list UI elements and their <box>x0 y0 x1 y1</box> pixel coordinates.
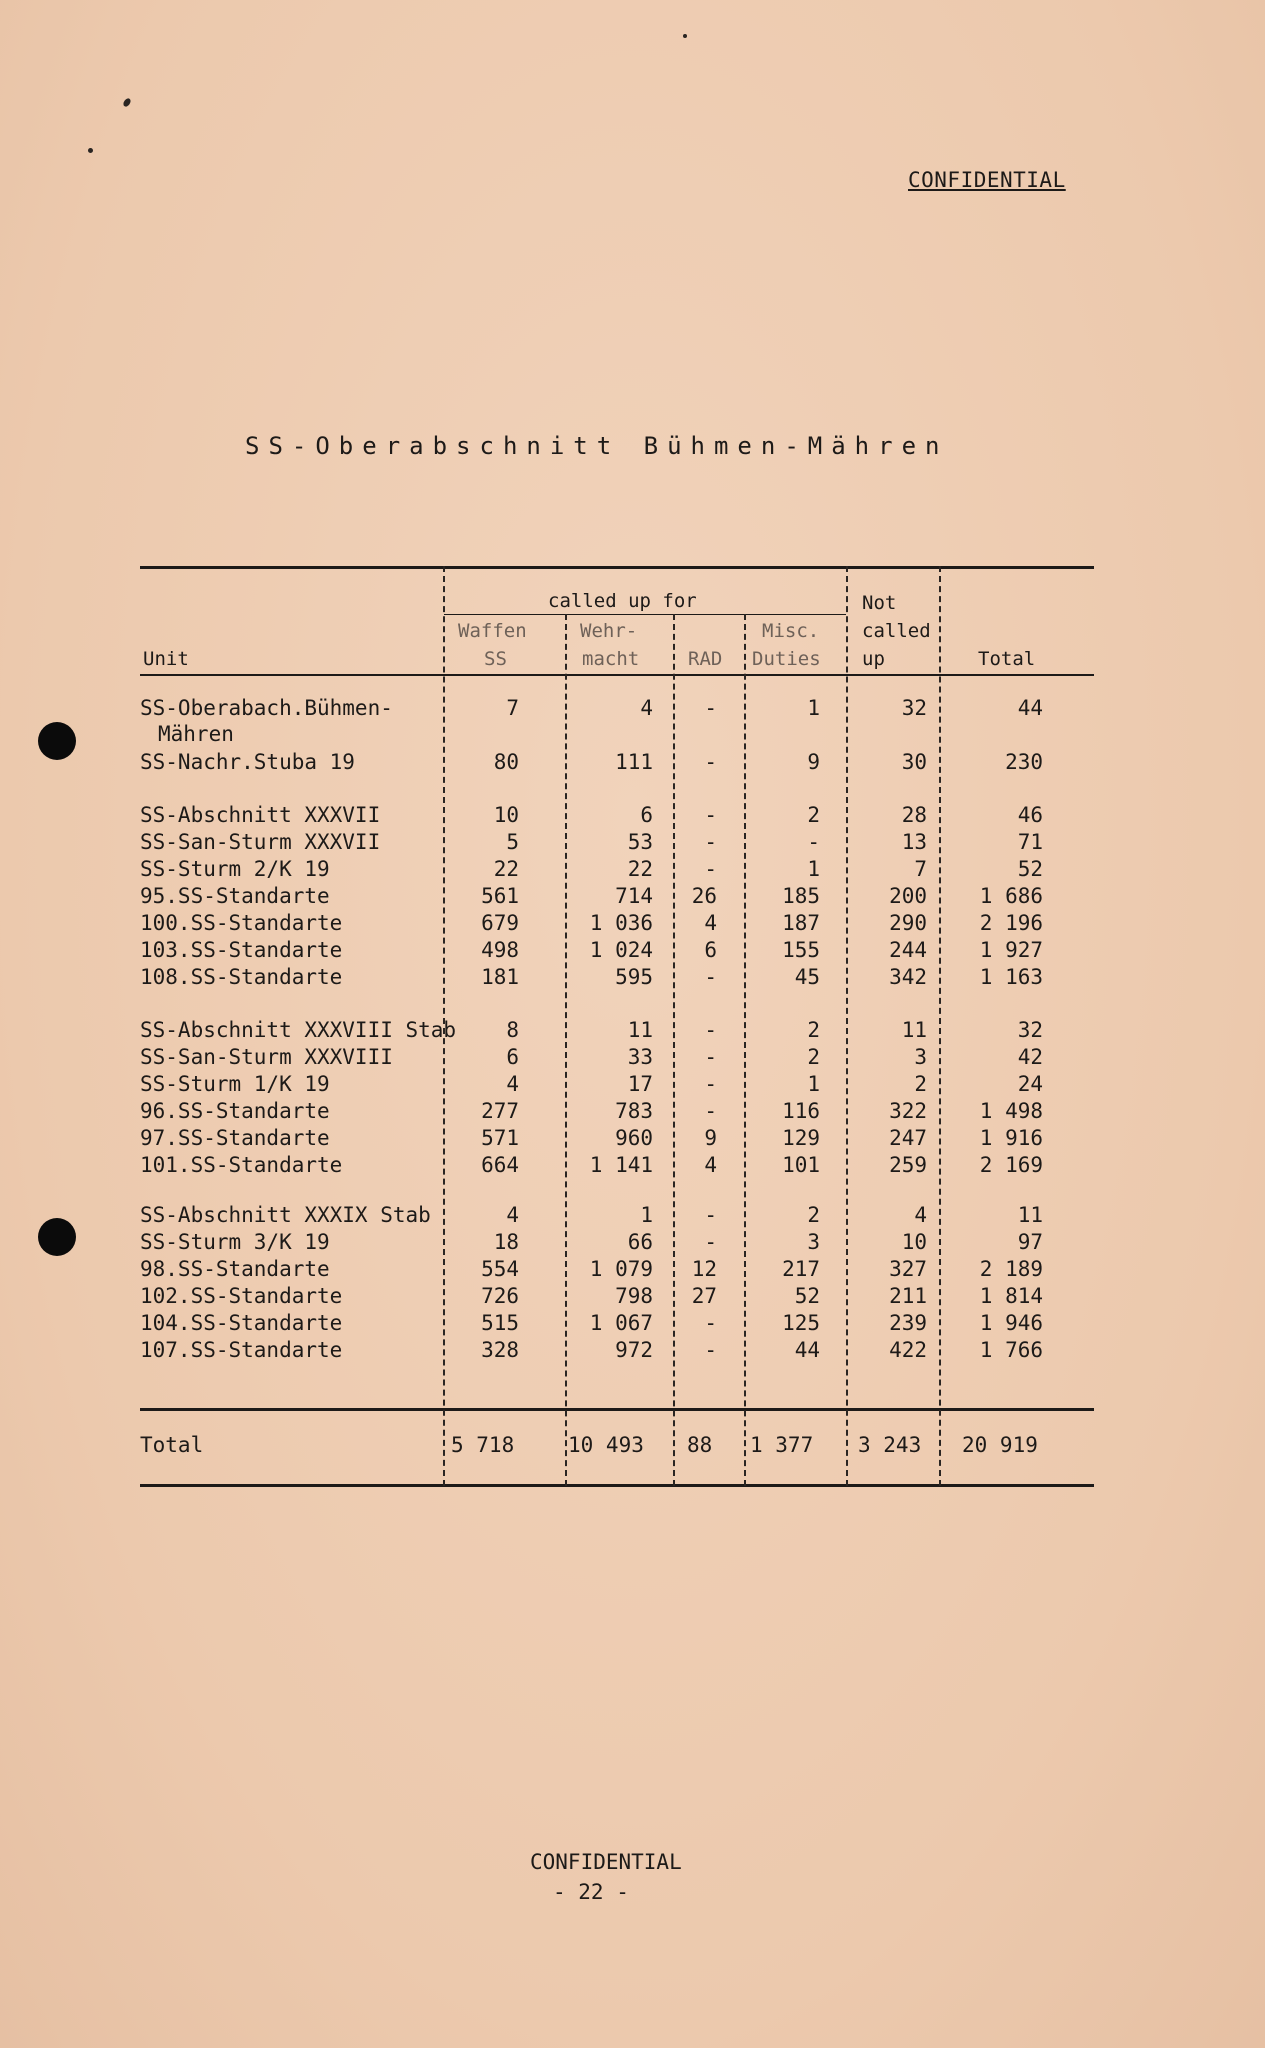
not-called-value: 7 <box>914 857 927 881</box>
total-value: 2 196 <box>979 911 1043 935</box>
total-row <box>0 1433 1265 1460</box>
unit-name: SS-Nachr.Stuba 19 <box>140 750 355 774</box>
total-value: 71 <box>1017 830 1043 854</box>
table-row <box>0 1311 1265 1338</box>
wehrmacht-value: 595 <box>615 965 653 989</box>
rad-value: 6 <box>704 938 717 962</box>
waffen-ss-value: 80 <box>493 750 519 774</box>
table-row <box>0 1230 1265 1257</box>
total-value: 52 <box>1017 857 1043 881</box>
waffen-ss-value: 8 <box>506 1018 519 1042</box>
wehrmacht-value: 17 <box>627 1072 653 1096</box>
total-header: Total <box>978 648 1036 670</box>
waffen-ss-value: 328 <box>481 1338 519 1362</box>
called-up-for-header: called up for <box>548 590 697 612</box>
misc-value: - <box>807 830 820 854</box>
not-called-value: 3 <box>914 1045 927 1069</box>
waffen-ss-value: 726 <box>481 1284 519 1308</box>
wehrmacht-value: 714 <box>615 884 653 908</box>
table-top-rule <box>140 566 1094 569</box>
wehrmacht-value: 1 <box>640 1203 653 1227</box>
wehrmacht-value: 798 <box>615 1284 653 1308</box>
table-row <box>0 1099 1265 1126</box>
total-value: 1 498 <box>979 1099 1043 1123</box>
waffen-ss-value: 498 <box>481 938 519 962</box>
rad-value: 26 <box>691 884 717 908</box>
waffen-ss-total: 5 718 <box>451 1433 515 1457</box>
unit-name: SS-San-Sturm XXXVIII <box>140 1045 393 1069</box>
not-called-value: 211 <box>889 1284 927 1308</box>
header-bottom-rule <box>140 674 1094 676</box>
not-called-value: 322 <box>889 1099 927 1123</box>
rad-header: RAD <box>688 648 723 670</box>
misc-value: 217 <box>782 1257 820 1281</box>
rad-value: 12 <box>691 1257 717 1281</box>
table-bottom-rule <box>140 1484 1094 1487</box>
not-called-value: 422 <box>889 1338 927 1362</box>
total-value: 2 189 <box>979 1257 1043 1281</box>
waffen-ss-value: 571 <box>481 1126 519 1150</box>
unit-name: SS-Abschnitt XXXIX Stab <box>140 1203 431 1227</box>
waffen-ss-value: 181 <box>481 965 519 989</box>
misc-value: 3 <box>807 1230 820 1254</box>
group-header-rule <box>444 614 846 615</box>
total-value: 42 <box>1017 1045 1043 1069</box>
misc-value: 52 <box>794 1284 820 1308</box>
wehrmacht-value: 1 036 <box>589 911 653 935</box>
rad-value: - <box>704 1203 717 1227</box>
unit-name: 98.SS-Standarte <box>140 1257 330 1281</box>
unit-name: 107.SS-Standarte <box>140 1338 343 1362</box>
rad-value: - <box>704 830 717 854</box>
rad-value: - <box>704 696 717 720</box>
rad-value: - <box>704 1072 717 1096</box>
rad-value: 9 <box>704 1126 717 1150</box>
confidential-footer: CONFIDENTIAL <box>530 1850 682 1874</box>
total-value: 2 169 <box>979 1153 1043 1177</box>
waffen-ss-value: 10 <box>493 803 519 827</box>
confidential-header: CONFIDENTIAL <box>908 168 1066 192</box>
table-row <box>0 1018 1265 1045</box>
table-row <box>0 750 1265 777</box>
not-called-value: 290 <box>889 911 927 935</box>
not-called-value: 342 <box>889 965 927 989</box>
not-called-header-line3: up <box>862 648 885 670</box>
unit-name: 96.SS-Standarte <box>140 1099 330 1123</box>
total-label: Total <box>140 1433 204 1457</box>
unit-name: 95.SS-Standarte <box>140 884 330 908</box>
waffen-ss-value: 5 <box>506 830 519 854</box>
total-value: 32 <box>1017 1018 1043 1042</box>
table-row <box>0 1203 1265 1230</box>
grand-total: 20 919 <box>962 1433 1038 1457</box>
total-value: 1 814 <box>979 1284 1043 1308</box>
unit-name: 104.SS-Standarte <box>140 1311 343 1335</box>
wehrmacht-value: 111 <box>615 750 653 774</box>
table-row <box>0 830 1265 857</box>
wehrmacht-value: 22 <box>627 857 653 881</box>
not-called-header-line2: called <box>862 620 931 642</box>
misc-value: 45 <box>794 965 820 989</box>
rad-value: - <box>704 803 717 827</box>
ink-speck <box>683 34 687 38</box>
unit-name-continued: Mähren <box>158 722 234 746</box>
misc-header-line2: Duties <box>752 648 821 670</box>
not-called-value: 327 <box>889 1257 927 1281</box>
table-row <box>0 884 1265 911</box>
misc-value: 2 <box>807 1018 820 1042</box>
misc-value: 2 <box>807 1203 820 1227</box>
wehrmacht-value: 972 <box>615 1338 653 1362</box>
table-row <box>0 696 1265 746</box>
unit-name: 108.SS-Standarte <box>140 965 343 989</box>
misc-value: 9 <box>807 750 820 774</box>
waffen-ss-value: 6 <box>506 1045 519 1069</box>
misc-value: 155 <box>782 938 820 962</box>
table-row <box>0 803 1265 830</box>
misc-value: 101 <box>782 1153 820 1177</box>
wehrmacht-value: 11 <box>627 1018 653 1042</box>
waffen-ss-value: 18 <box>493 1230 519 1254</box>
rad-total: 88 <box>687 1433 713 1457</box>
table-row <box>0 1153 1265 1180</box>
total-value: 46 <box>1017 803 1043 827</box>
unit-name: SS-Oberabach.Bühmen- <box>140 696 393 720</box>
not-called-value: 259 <box>889 1153 927 1177</box>
rad-value: - <box>704 857 717 881</box>
rad-value: 27 <box>691 1284 717 1308</box>
not-called-value: 10 <box>901 1230 927 1254</box>
total-value: 1 916 <box>979 1126 1043 1150</box>
rad-value: - <box>704 1311 717 1335</box>
wehrmacht-value: 1 079 <box>589 1257 653 1281</box>
page-title: SS-Oberabschnitt Bühmen-Mähren <box>245 432 949 460</box>
unit-name: SS-Sturm 1/K 19 <box>140 1072 330 1096</box>
rad-value: - <box>704 1099 717 1123</box>
wehrmacht-total: 10 493 <box>568 1433 644 1457</box>
not-called-value: 200 <box>889 884 927 908</box>
table-row <box>0 938 1265 965</box>
unit-name: SS-Abschnitt XXXVII <box>140 803 381 827</box>
total-value: 44 <box>1017 696 1043 720</box>
table-row <box>0 1338 1265 1365</box>
not-called-value: 247 <box>889 1126 927 1150</box>
total-value: 1 766 <box>979 1338 1043 1362</box>
wehrmacht-value: 1 141 <box>589 1153 653 1177</box>
total-value: 11 <box>1017 1203 1043 1227</box>
not-called-value: 244 <box>889 938 927 962</box>
not-called-total: 3 243 <box>858 1433 922 1457</box>
total-value: 1 927 <box>979 938 1043 962</box>
not-called-value: 32 <box>901 696 927 720</box>
table-row <box>0 965 1265 992</box>
total-value: 24 <box>1017 1072 1043 1096</box>
ink-speck <box>122 97 132 108</box>
total-value: 230 <box>1005 750 1043 774</box>
misc-header-line1: Misc. <box>762 620 820 642</box>
table-row <box>0 1045 1265 1072</box>
ink-speck <box>88 148 93 153</box>
not-called-value: 2 <box>914 1072 927 1096</box>
wehrmacht-value: 33 <box>627 1045 653 1069</box>
wehrmacht-value: 53 <box>627 830 653 854</box>
rad-value: - <box>704 1018 717 1042</box>
wehrmacht-value: 1 024 <box>589 938 653 962</box>
wehrmacht-header-line1: Wehr- <box>580 620 638 642</box>
misc-value: 116 <box>782 1099 820 1123</box>
unit-name: 101.SS-Standarte <box>140 1153 343 1177</box>
wehrmacht-header-line2: macht <box>582 648 640 670</box>
misc-value: 1 <box>807 1072 820 1096</box>
table-row <box>0 1257 1265 1284</box>
not-called-value: 28 <box>901 803 927 827</box>
unit-name: 100.SS-Standarte <box>140 911 343 935</box>
unit-name: SS-San-Sturm XXXVII <box>140 830 381 854</box>
table-row <box>0 911 1265 938</box>
misc-value: 44 <box>794 1338 820 1362</box>
rad-value: 4 <box>704 1153 717 1177</box>
wehrmacht-value: 1 067 <box>589 1311 653 1335</box>
wehrmacht-value: 960 <box>615 1126 653 1150</box>
table-row <box>0 1072 1265 1099</box>
waffen-ss-value: 664 <box>481 1153 519 1177</box>
waffen-ss-value: 561 <box>481 884 519 908</box>
misc-value: 2 <box>807 1045 820 1069</box>
unit-header: Unit <box>143 648 189 670</box>
misc-value: 129 <box>782 1126 820 1150</box>
wehrmacht-value: 66 <box>627 1230 653 1254</box>
rad-value: - <box>704 1338 717 1362</box>
total-value: 1 163 <box>979 965 1043 989</box>
unit-name: 102.SS-Standarte <box>140 1284 343 1308</box>
waffen-ss-value: 515 <box>481 1311 519 1335</box>
wehrmacht-value: 783 <box>615 1099 653 1123</box>
waffen-ss-value: 679 <box>481 911 519 935</box>
not-called-value: 4 <box>914 1203 927 1227</box>
waffen-ss-value: 4 <box>506 1203 519 1227</box>
total-value: 97 <box>1017 1230 1043 1254</box>
page-number: - 22 - <box>553 1880 629 1904</box>
total-top-rule <box>140 1408 1094 1411</box>
misc-value: 1 <box>807 696 820 720</box>
rad-value: - <box>704 965 717 989</box>
table-row <box>0 1284 1265 1311</box>
rad-value: 4 <box>704 911 717 935</box>
misc-value: 185 <box>782 884 820 908</box>
wehrmacht-value: 6 <box>640 803 653 827</box>
unit-name: 97.SS-Standarte <box>140 1126 330 1150</box>
rad-value: - <box>704 1230 717 1254</box>
waffen-ss-value: 7 <box>506 696 519 720</box>
total-value: 1 946 <box>979 1311 1043 1335</box>
total-value: 1 686 <box>979 884 1043 908</box>
unit-name: 103.SS-Standarte <box>140 938 343 962</box>
misc-value: 125 <box>782 1311 820 1335</box>
wehrmacht-value: 4 <box>640 696 653 720</box>
waffen-ss-value: 4 <box>506 1072 519 1096</box>
waffen-ss-value: 22 <box>493 857 519 881</box>
not-called-header-line1: Not <box>862 592 897 614</box>
rad-value: - <box>704 1045 717 1069</box>
table-row <box>0 857 1265 884</box>
unit-name: SS-Sturm 3/K 19 <box>140 1230 330 1254</box>
rad-value: - <box>704 750 717 774</box>
not-called-value: 30 <box>901 750 927 774</box>
misc-value: 187 <box>782 911 820 935</box>
table-row <box>0 1126 1265 1153</box>
misc-value: 2 <box>807 803 820 827</box>
misc-value: 1 <box>807 857 820 881</box>
waffen-ss-header-line1: Waffen <box>458 620 527 642</box>
unit-name: SS-Sturm 2/K 19 <box>140 857 330 881</box>
not-called-value: 13 <box>901 830 927 854</box>
waffen-ss-value: 554 <box>481 1257 519 1281</box>
misc-total: 1 377 <box>750 1433 814 1457</box>
not-called-value: 11 <box>901 1018 927 1042</box>
waffen-ss-header-line2: SS <box>484 648 507 670</box>
not-called-value: 239 <box>889 1311 927 1335</box>
unit-name: SS-Abschnitt XXXVIII Stab <box>140 1018 457 1042</box>
waffen-ss-value: 277 <box>481 1099 519 1123</box>
